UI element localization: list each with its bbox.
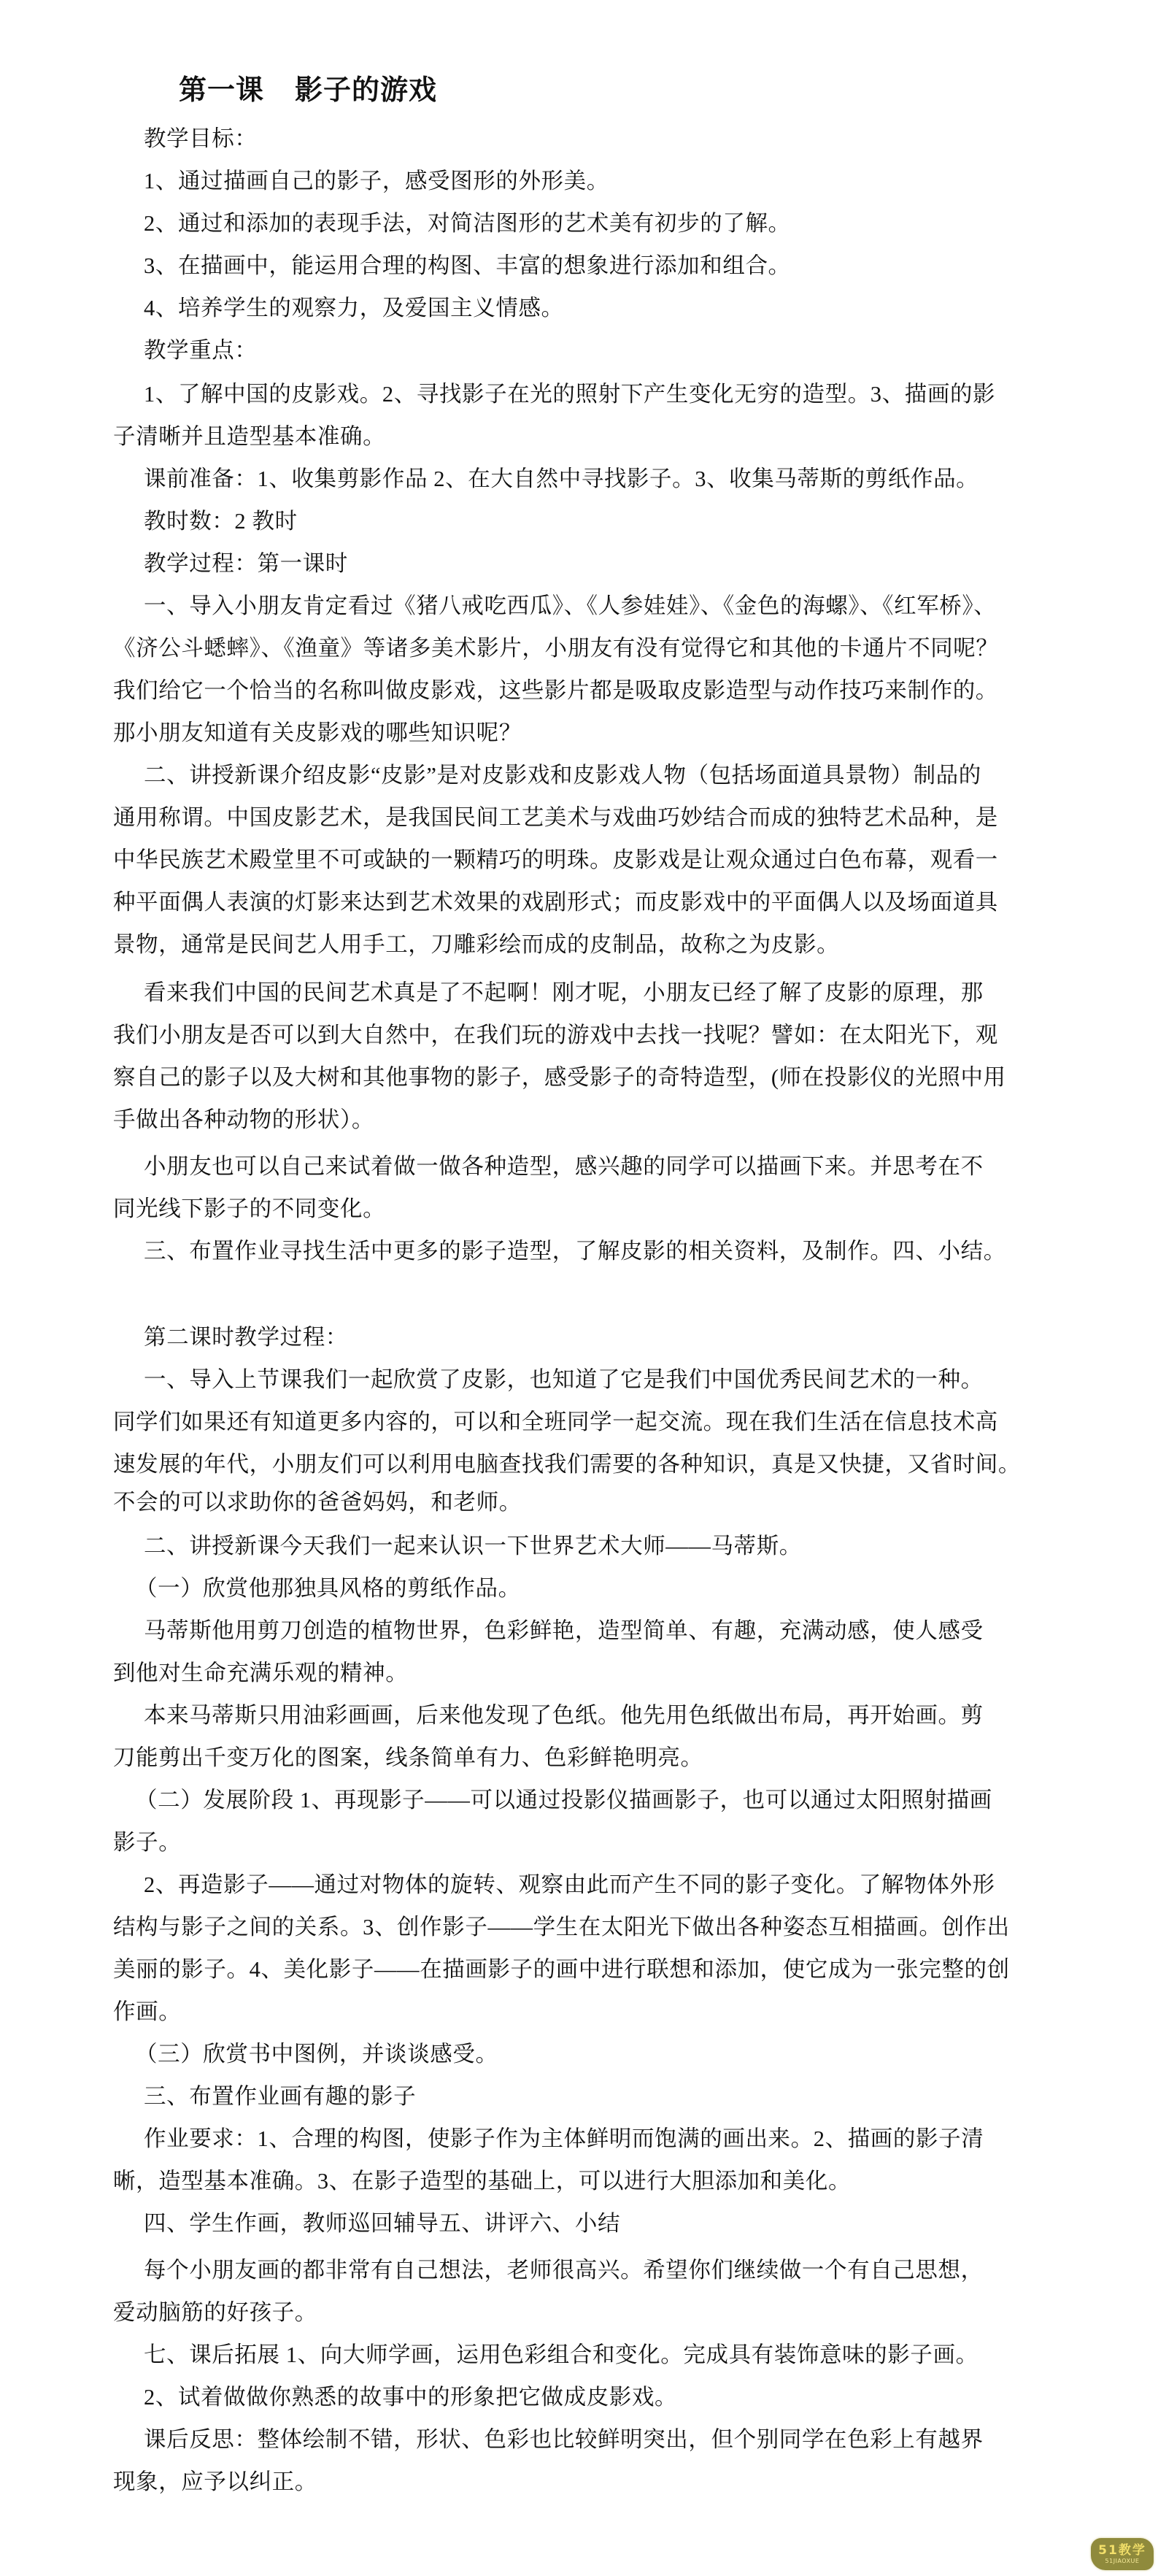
text-line: 二、讲授新课介绍皮影“皮影”是对皮影戏和皮影戏人物（包括场面道具景物）制品的 bbox=[144, 763, 981, 788]
text-line: 《济公斗蟋蟀》、《渔童》等诸多美术影片，小朋友有没有觉得它和其他的卡通片不同呢？ bbox=[113, 636, 999, 661]
text-line: 通用称谓。中国皮影艺术，是我国民间工艺美术与戏曲巧妙结合而成的独特艺术品种，是 bbox=[113, 805, 998, 830]
text-line: 2、试着做做你熟悉的故事中的形象把它做成皮影戏。 bbox=[144, 2385, 678, 2410]
text-line: 第二课时教学过程： bbox=[144, 1325, 348, 1350]
text-line: 1、了解中国的皮影戏。2、寻找影子在光的照射下产生变化无穷的造型。3、描画的影 bbox=[144, 382, 996, 407]
text-line: 刀能剪出千变万化的图案，线条简单有力、色彩鲜艳明亮。 bbox=[113, 1745, 703, 1770]
text-line: 本来马蒂斯只用油彩画画，后来他发现了色纸。他先用色纸做出布局，再开始画。剪 bbox=[144, 1703, 984, 1728]
text-line: 教学过程：第一课时 bbox=[144, 551, 348, 576]
text-line: 四、学生作画，教师巡回辅导五、讲评六、小结 bbox=[144, 2211, 621, 2236]
text-line: 课后反思：整体绘制不错，形状、色彩也比较鲜明突出，但个别同学在色彩上有越界 bbox=[144, 2427, 984, 2452]
text-line: 不会的可以求助你的爸爸妈妈，和老师。 bbox=[113, 1490, 522, 1515]
text-line: （三）欣赏书中图例，并谈谈感受。 bbox=[135, 2042, 498, 2066]
text-line: 3、在描画中，能运用合理的构图、丰富的想象进行添加和组合。 bbox=[144, 253, 791, 278]
text-line: 察自己的影子以及大树和其他事物的影子，感受影子的奇特造型，(师在投影仪的光照中用 bbox=[113, 1065, 1006, 1090]
text-line: 课前准备：1、收集剪影作品 2、在大自然中寻找影子。3、收集马蒂斯的剪纸作品。 bbox=[144, 466, 979, 491]
text-line: 七、课后拓展 1、向大师学画，运用色彩组合和变化。完成具有装饰意味的影子画。 bbox=[144, 2342, 978, 2367]
text-line: （二）发展阶段 1、再现影子——可以通过投影仪描画影子，也可以通过太阳照射描画 bbox=[135, 1788, 992, 1812]
text-line: 子清晰并且造型基本准确。 bbox=[113, 424, 386, 449]
text-line: 手做出各种动物的形状）。 bbox=[113, 1107, 374, 1132]
text-line: 2、再造影子——通过对物体的旋转、观察由此而产生不同的影子变化。了解物体外形 bbox=[144, 1872, 995, 1897]
text-line: 那小朋友知道有关皮影戏的哪些知识呢？ bbox=[113, 720, 522, 745]
text-line: 2、通过和添加的表现手法，对简洁图形的艺术美有初步的了解。 bbox=[144, 211, 791, 236]
text-line: 我们给它一个恰当的名称叫做皮影戏，这些影片都是吸取皮影造型与动作技巧来制作的。 bbox=[113, 678, 998, 703]
text-line: （一）欣赏他那独具风格的剪纸作品。 bbox=[135, 1576, 521, 1601]
text-line: 作业要求：1、合理的构图，使影子作为主体鲜明而饱满的画出来。2、描画的影子清 bbox=[144, 2126, 984, 2151]
text-line: 美丽的影子。4、美化影子——在描画影子的画中进行联想和添加，使它成为一张完整的创 bbox=[113, 1957, 1010, 1982]
text-line: 马蒂斯他用剪刀创造的植物世界，色彩鲜艳，造型简单、有趣，充满动感，使人感受 bbox=[144, 1618, 984, 1643]
text-line: 教时数：2 教时 bbox=[144, 509, 298, 534]
text-line: 一、导入上节课我们一起欣赏了皮影，也知道了它是我们中国优秀民间艺术的一种。 bbox=[144, 1367, 984, 1392]
text-line: 每个小朋友画的都非常有自己想法，老师很高兴。希望你们继续做一个有自己思想， bbox=[144, 2258, 984, 2283]
text-line: 三、布置作业画有趣的影子 bbox=[144, 2084, 417, 2109]
text-line: 作画。 bbox=[113, 1999, 182, 2024]
watermark-sub-text: 51JIAOXUE bbox=[1105, 2558, 1140, 2564]
text-line: 教学目标： bbox=[144, 126, 258, 151]
text-line: 影子。 bbox=[113, 1830, 182, 1855]
text-line: 到他对生命充满乐观的精神。 bbox=[113, 1661, 409, 1685]
text-line: 教学重点： bbox=[144, 338, 258, 363]
text-line: 我们小朋友是否可以到大自然中，在我们玩的游戏中去找一找呢？譬如：在太阳光下，观 bbox=[113, 1023, 998, 1047]
brand-logo-icon bbox=[1091, 2538, 1154, 2570]
text-line: 4、培养学生的观察力，及爱国主义情感。 bbox=[144, 296, 564, 320]
text-line: 结构与影子之间的关系。3、创作影子——学生在太阳光下做出各种姿态互相描画。创作出 bbox=[113, 1915, 1010, 1939]
text-line: 三、布置作业寻找生活中更多的影子造型，了解皮影的相关资料，及制作。四、小结。 bbox=[144, 1239, 1006, 1264]
text-line: 晰，造型基本准确。3、在影子造型的基础上，可以进行大胆添加和美化。 bbox=[113, 2169, 852, 2194]
text-line: 一、导入小朋友肯定看过《猪八戒吃西瓜》、《人参娃娃》、《金色的海螺》、《红军桥》、 bbox=[144, 593, 997, 618]
text-line: 看来我们中国的民间艺术真是了不起啊！刚才呢，小朋友已经了解了皮影的原理，那 bbox=[144, 980, 984, 1005]
page-title: 第一课 影子的游戏 bbox=[179, 75, 438, 106]
text-line: 1、通过描画自己的影子，感受图形的外形美。 bbox=[144, 169, 609, 193]
text-line: 二、讲授新课今天我们一起来认识一下世界艺术大师——马蒂斯。 bbox=[144, 1534, 802, 1558]
text-line: 小朋友也可以自己来试着做一做各种造型，感兴趣的同学可以描画下来。并思考在不 bbox=[144, 1154, 984, 1179]
text-line: 速发展的年代，小朋友们可以利用电脑查找我们需要的各种知识，真是又快捷，又省时间。 bbox=[113, 1452, 1021, 1477]
watermark-main-text: 51教学 bbox=[1098, 2543, 1146, 2558]
text-line: 现象，应予以纠正。 bbox=[113, 2469, 317, 2494]
text-line: 景物，通常是民间艺人用手工，刀雕彩绘而成的皮制品，故称之为皮影。 bbox=[113, 932, 840, 957]
text-line: 同光线下影子的不同变化。 bbox=[113, 1196, 386, 1221]
text-line: 中华民族艺术殿堂里不可或缺的一颗精巧的明珠。皮影戏是让观众通过白色布幕，观看一 bbox=[113, 847, 998, 872]
text-line: 种平面偶人表演的灯影来达到艺术效果的戏剧形式；而皮影戏中的平面偶人以及场面道具 bbox=[113, 890, 998, 915]
text-line: 爱动脑筋的好孩子。 bbox=[113, 2300, 317, 2325]
text-line: 同学们如果还有知道更多内容的，可以和全班同学一起交流。现在我们生活在信息技术高 bbox=[113, 1410, 998, 1434]
